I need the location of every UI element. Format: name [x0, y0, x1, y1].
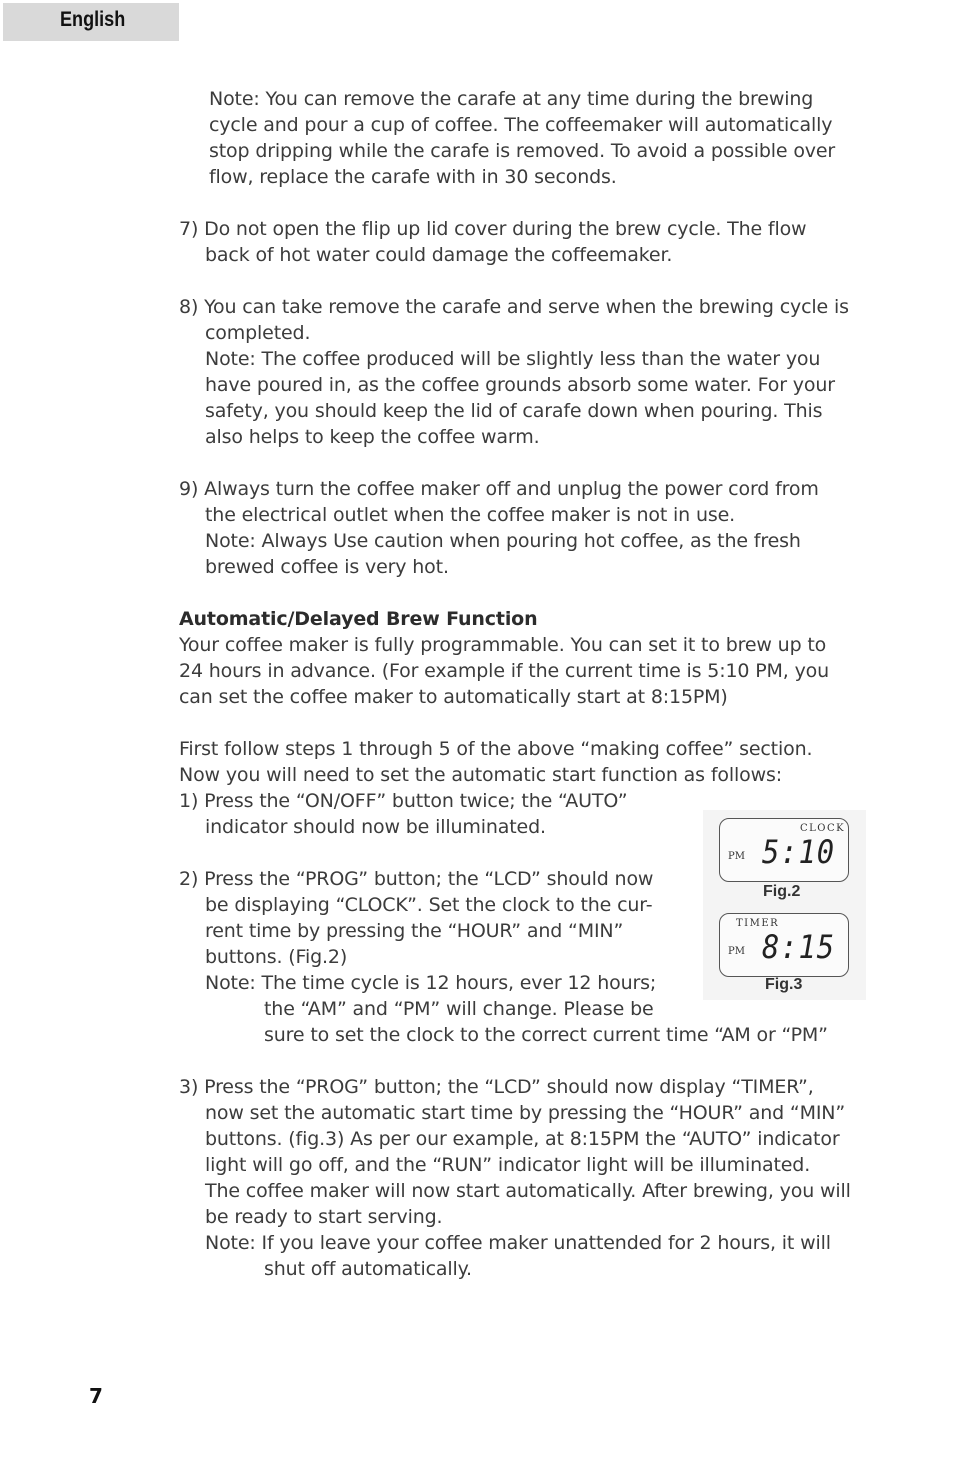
auto-brew-section — [179, 606, 829, 710]
language-label: English — [60, 8, 126, 31]
text-line: 2) Press the “PROG” button; the “LCD” should now — [179, 868, 654, 890]
text-line: Now you will need to set the automatic start function as follows: — [179, 764, 782, 786]
text-line: buttons. (fig.3) As per our example, at 8:15PM the “AUTO” indicator — [205, 1128, 840, 1150]
text-line: be displaying “CLOCK”. Set the clock to the cur- — [205, 894, 653, 916]
fig-2-caption: Fig.2 — [763, 883, 801, 900]
text-line: have poured in, as the coffee grounds absorb some water. For your — [205, 374, 835, 396]
text-line: 3) Press the “PROG” button; the “LCD” should now display “TIMER”, — [179, 1076, 814, 1098]
text-line: shut off automatically. — [264, 1258, 472, 1280]
text-line: Note: Always Use caution when pouring hot coffee, as the fresh — [205, 530, 801, 552]
auto-step-3 — [179, 1074, 851, 1282]
text-line: stop dripping while the carafe is removed. To avoid a possible over — [209, 140, 836, 162]
text-line: the electrical outlet when the coffee maker is not in use. — [205, 504, 736, 526]
text-line: 8) You can take remove the carafe and serve when the brewing cycle is — [179, 296, 849, 318]
lcd-ampm: PM — [728, 946, 745, 957]
lcd-time: 5:10 — [762, 833, 835, 871]
step-7 — [179, 216, 806, 268]
note-carafe-removal — [209, 86, 835, 190]
text-line: 24 hours in advance. (For example if the current time is 5:10 PM, you — [179, 660, 830, 682]
page-number: 7 — [89, 1384, 103, 1408]
text-line: light will go off, and the “RUN” indicator light will be illuminated. — [205, 1154, 811, 1176]
text-line: safety, you should keep the lid of carafe down when pouring. This — [205, 400, 823, 422]
text-line: also helps to keep the coffee warm. — [205, 426, 540, 448]
text-line: Note: You can remove the carafe at any time during the brewing — [209, 88, 814, 110]
language-tab — [3, 3, 179, 41]
text-line: indicator should now be illuminated. — [205, 816, 546, 838]
text-line: First follow steps 1 through 5 of the above “making coffee” section. — [179, 738, 813, 760]
step-8 — [179, 294, 849, 450]
text-line: back of hot water could damage the coffeemaker. — [205, 244, 673, 266]
lcd-ampm: PM — [728, 851, 745, 862]
text-line: sure to set the clock to the correct current time “AM or “PM” — [264, 1024, 828, 1046]
lcd-mode-label: CLOCK — [800, 823, 846, 834]
text-line: cycle and pour a cup of coffee. The coffeemaker will automatically — [209, 114, 833, 136]
text-line: the “AM” and “PM” will change. Please be — [264, 998, 654, 1020]
text-line: 7) Do not open the flip up lid cover during the brew cycle. The flow — [179, 218, 807, 240]
lcd-mode-label: TIMER — [736, 918, 780, 929]
text-line: 9) Always turn the coffee maker off and unplug the power cord from — [179, 478, 819, 500]
lcd-time: 8:15 — [762, 928, 835, 966]
text-line: buttons. (Fig.2) — [205, 946, 348, 968]
fig-3-caption: Fig.3 — [765, 976, 803, 993]
text-line: be ready to start serving. — [205, 1206, 443, 1228]
text-line: Note: The coffee produced will be slightly less than the water you — [205, 348, 821, 370]
lcd-figures — [703, 810, 866, 1000]
step-9 — [179, 476, 819, 580]
lcd-display-timer — [719, 913, 849, 977]
text-line: flow, replace the carafe with in 30 seconds. — [209, 166, 617, 188]
text-line: completed. — [205, 322, 311, 344]
text-line: now set the automatic start time by pressing the “HOUR” and “MIN” — [205, 1102, 846, 1124]
text-line: The coffee maker will now start automatically. After brewing, you will — [205, 1180, 851, 1202]
lcd-display-clock — [719, 818, 849, 882]
section-heading: Automatic/Delayed Brew Function — [179, 608, 538, 630]
text-line: Note: If you leave your coffee maker unattended for 2 hours, it will — [205, 1232, 831, 1254]
text-line: Your coffee maker is fully programmable. You can set it to brew up to — [179, 634, 827, 656]
text-line: rent time by pressing the “HOUR” and “MIN” — [205, 920, 624, 942]
text-line: Note: The time cycle is 12 hours, ever 12 hours; — [205, 972, 657, 994]
text-line: can set the coffee maker to automatically start at 8:15PM) — [179, 686, 728, 708]
text-line: 1) Press the “ON/OFF” button twice; the “AUTO” — [179, 790, 628, 812]
text-line: brewed coffee is very hot. — [205, 556, 449, 578]
